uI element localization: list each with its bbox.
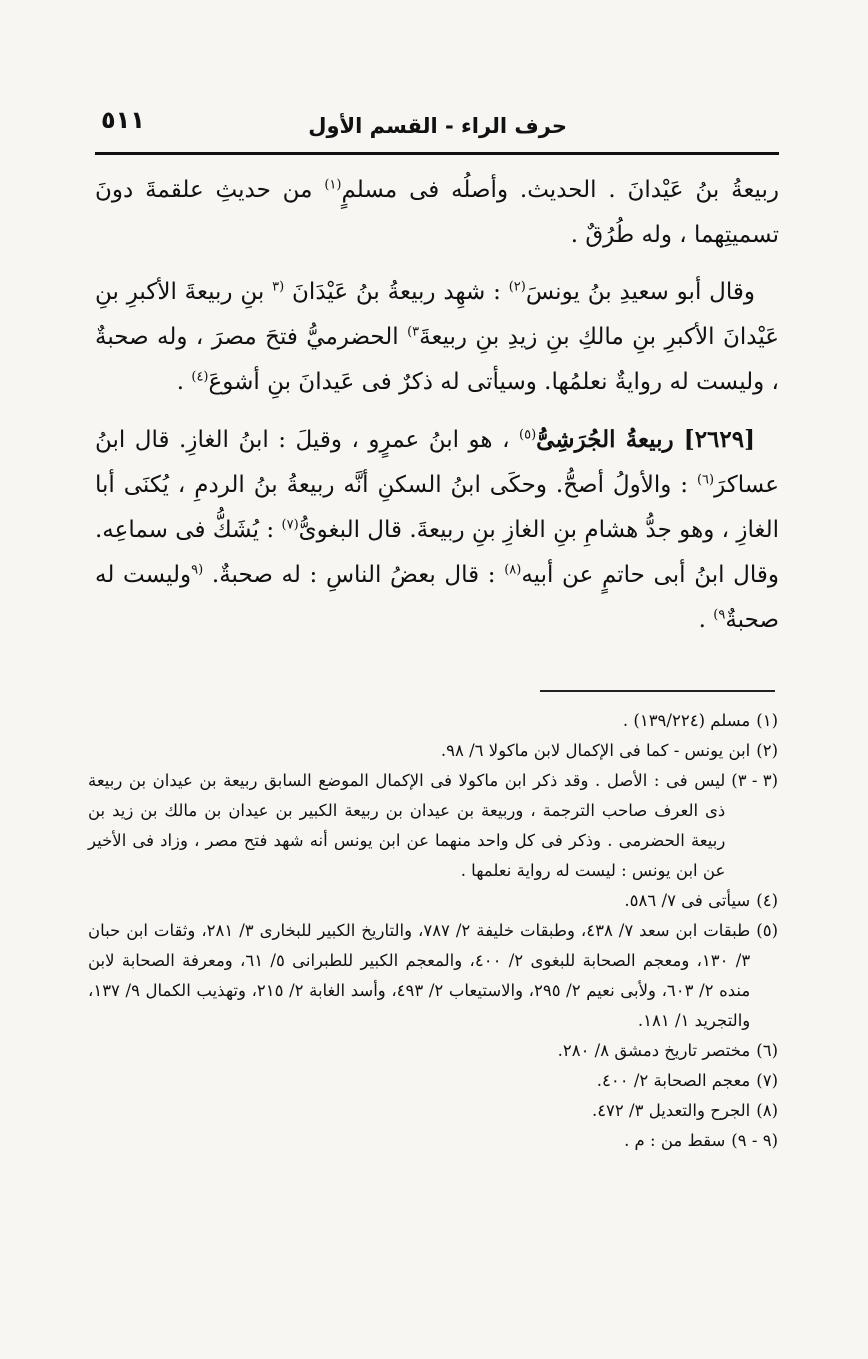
footnote [88, 736, 778, 766]
footnote-number: (٤) [756, 891, 778, 910]
text-run: بنِ ربيعةَ الأكبرِ بنِ عَيْدانَ الأكبرِ بنِ مالكِ بنِ زيدِ بنِ ربيعةَ [95, 279, 780, 350]
footnote [88, 1066, 778, 1096]
footnote-ref-5: (٥) [519, 427, 537, 443]
text-run: : شهِد ربيعةُ بنُ عَيْدَانَ [284, 279, 509, 305]
footnote-ref-3-start: (٣ [272, 279, 285, 295]
footnote-text: ليس فى : الأصل . وقد ذكر ابن ماكولا فى الإكمال الموضع السابق ربيعة بن عيدان بن ربيعة ذى العرف صاحب الترجمة ، وربيعة بن عيدان بن ربيعة الكبير بن عيدان بن مالك بن زيد بن ربيعة الحضرمى . وذكر فى كل واحد منهما عن ابن يونس أنه شهد فتح مصر ، وزاد فى الأخير عن ابن يونس : ليست له رواية نعلمها . [88, 771, 726, 880]
text-run: الحضرميُّ فتحَ مصرَ ، وله صحبةٌ ، وليست له روايةٌ نعلمُها. وسيأتى له ذكرٌ فى عَيدانَ بنِ أشوعَ [95, 324, 779, 395]
paragraph-2 [95, 270, 779, 405]
footnote-ref-1: (١) [324, 177, 342, 193]
footnote-rule [540, 690, 775, 692]
page-header [95, 102, 777, 152]
footnote-ref-4: (٤) [191, 369, 209, 385]
footnote [88, 1126, 778, 1156]
text-run: وليست له صحبةٌ [95, 562, 779, 633]
footnote [88, 706, 778, 736]
footnote-ref-6: (٦) [696, 472, 715, 488]
header-rule [95, 152, 779, 155]
footnote-text: مسلم (١٣٩/٢٢٤) . [622, 711, 751, 730]
footnote-ref-2: (٢) [508, 279, 526, 295]
footnote-text: طبقات ابن سعد ٧/ ٤٣٨، وطبقات خليفة ٢/ ٧٨٧، والتاريخ الكبير للبخارى ٣/ ٢٨١، وثقات ابن حبان ٣/ ١٣٠، ومعجم الصحابة للبغوى ٢/ ٤٠٠، والمعجم الكبير للطبرانى ٥/ ٦١، ومعرفة الصحابة لابن منده ٢/ ٦٠٣، ولأبى نعيم ٢/ ٢٩٥، والاستيعاب ٢/ ٤٩٣، وأسد الغابة ٢/ ٢١٥، وتهذيب الكمال ٩/ ١٣٧، والتجريد ١/ ١٨١. [88, 921, 751, 1030]
footnote-ref-9-end: ٩) [713, 607, 726, 623]
footnote-number: (٩ - ٩) [731, 1131, 778, 1150]
footnote-text: معجم الصحابة ٢/ ٤٠٠. [596, 1071, 751, 1090]
running-title: حرف الراء - القسم الأول [308, 114, 567, 138]
text-run: ربيعةُ بنُ عَيْدانَ . الحديث. وأصلُه فى مسلمٍ [341, 177, 779, 203]
paragraph-3 [95, 417, 779, 643]
text-run: : والأولُ أصحُّ. وحكَى ابنُ السكنِ أنَّه ربيعةُ بنُ الردمِ ، يُكنَى أبا الغازِ ، وهو جدُّ هشامِ بنِ الغازِ بنِ ربيعةَ. قال البغوىُّ [95, 472, 780, 543]
footnote [88, 916, 778, 1036]
footnote-ref-8: (٨) [504, 562, 522, 578]
text-run: وقال أبو سعيدِ بنُ يونسَ [525, 279, 755, 305]
footnote [88, 886, 778, 916]
text-run: ، هو ابنُ عمرٍو ، وقيلَ : ابنُ الغازِ. قال ابنُ عساكرَ [95, 427, 779, 498]
footnote-text: سيأتى فى ٧/ ٥٨٦. [624, 891, 751, 910]
footnote [88, 766, 778, 886]
text-run: . [176, 369, 192, 395]
footnote-ref-9-start: (٩ [191, 562, 204, 578]
text-run: : قال بعضُ الناسِ : له صحبةٌ. [203, 562, 505, 588]
footnote [88, 1096, 778, 1126]
footnote-number: (٦) [756, 1041, 778, 1060]
footnote-number: (٣ - ٣) [731, 771, 778, 790]
footnote-text: سقط من : م . [624, 1131, 726, 1150]
footnote-ref-3-end: ٣) [407, 324, 420, 340]
page-number: ٥١١ [101, 106, 145, 134]
text-run: . [698, 607, 714, 633]
footnote-number: (٢) [756, 741, 778, 760]
text-run: من حديثِ علقمةَ دونَ تسميتِهما ، وله طُرُقٌ . [95, 177, 779, 248]
footnote [88, 1036, 778, 1066]
footnote-number: (٧) [756, 1071, 778, 1090]
footnote-number: (٥) [756, 921, 778, 940]
main-text [95, 168, 779, 643]
footnote-text: ابن يونس - كما فى الإكمال لابن ماكولا ٦/ ٩٨. [440, 741, 751, 760]
footnote-number: (١) [756, 711, 778, 730]
text-run: : يُشَكُّ فى سماعِه. وقال ابنُ أبى حاتمٍ عن أبيه [95, 517, 779, 588]
footnote-text: الجرح والتعديل ٣/ ٤٧٢. [591, 1101, 751, 1120]
paragraph-1 [95, 168, 779, 258]
footnote-number: (٨) [756, 1101, 778, 1120]
entry-title: ] ربيعةُ الجُرَشِىُّ [536, 426, 695, 453]
entry-number: [٢٦٢٩ [694, 426, 755, 453]
footnote-ref-7: (٧) [281, 517, 299, 533]
footnotes [88, 706, 778, 1156]
footnote-text: مختصر تاريخ دمشق ٨/ ٢٨٠. [557, 1041, 751, 1060]
